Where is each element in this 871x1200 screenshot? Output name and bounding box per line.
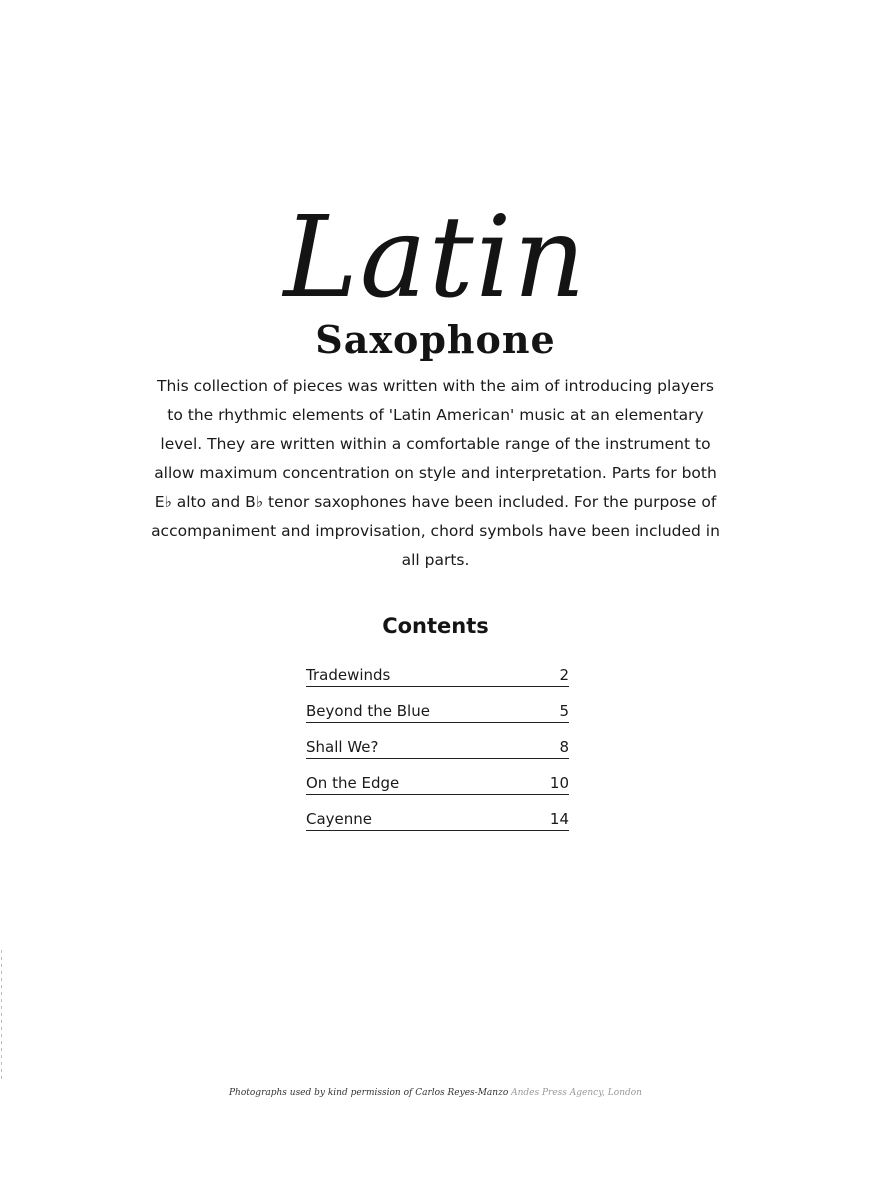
toc-item-page: 14 <box>549 810 569 828</box>
table-of-contents <box>306 652 569 832</box>
toc-item-page: 2 <box>559 666 569 684</box>
toc-item-shall-we <box>306 724 569 759</box>
title-script: Latin <box>283 193 588 323</box>
toc-item-title: Shall We? <box>306 738 379 756</box>
photo-credit-faint: Andes Press Agency, London <box>511 1088 642 1098</box>
intro-paragraph: This collection of pieces was written with the aim of introducing players to the rhythmic elements of 'Latin American' music at an elementary level. They are written within a comfortable range of the instrument to allow maximum concentration on style and interpretation. Parts for both E♭ alto and B♭ tenor saxophones have been included. For the purpose of accompaniment and improvisation, chord symbols have been included in all parts. <box>151 377 720 569</box>
toc-item-on-the-edge <box>306 760 569 795</box>
toc-item-title: Tradewinds <box>306 666 391 684</box>
scan-edge-mark <box>1 950 2 1080</box>
title-subtitle: Saxophone <box>315 317 556 362</box>
contents-heading: Contents <box>382 614 489 638</box>
toc-item-title: Cayenne <box>306 810 373 828</box>
photo-credit <box>0 1086 871 1100</box>
toc-item-page: 8 <box>559 738 569 756</box>
toc-item-page: 5 <box>559 702 569 720</box>
toc-item-tradewinds <box>306 652 569 687</box>
toc-item-title: On the Edge <box>306 774 400 792</box>
toc-item-cayenne <box>306 796 569 831</box>
toc-item-beyond-the-blue <box>306 688 569 723</box>
toc-item-page: 10 <box>549 774 569 792</box>
photo-credit-main: Photographs used by kind permission of Carlos Reyes-Manzo <box>229 1088 509 1098</box>
toc-item-title: Beyond the Blue <box>306 702 430 720</box>
